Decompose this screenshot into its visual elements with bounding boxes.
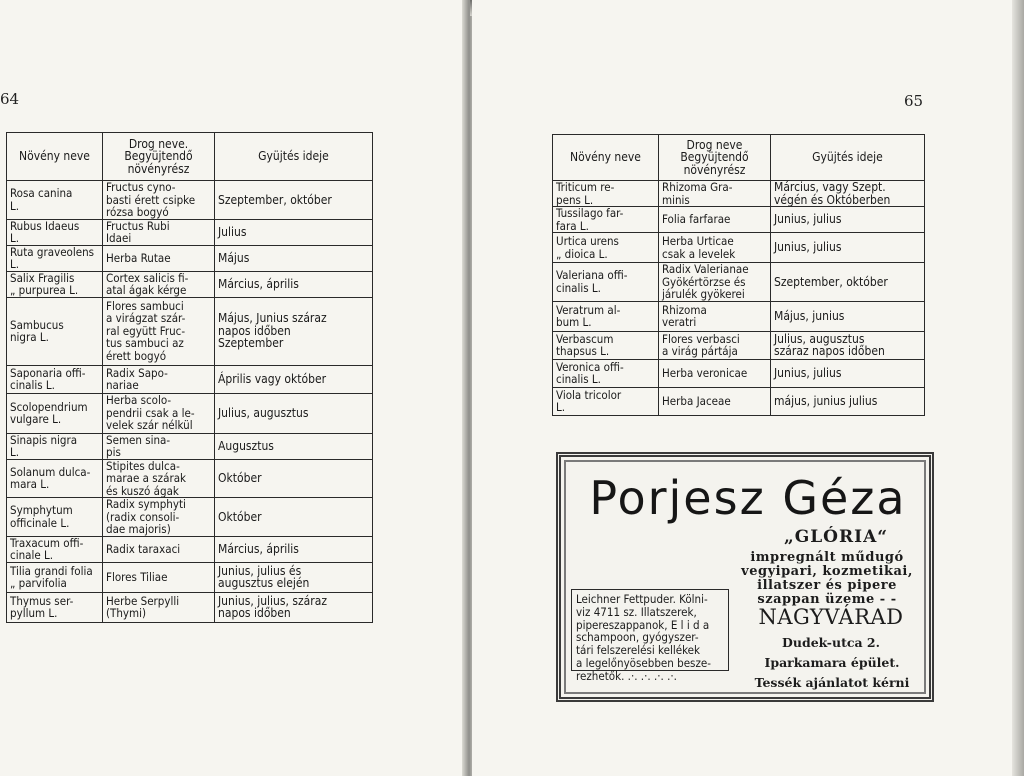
cell-drug-name: Folia farfarae (659, 207, 771, 233)
table-row (7, 433, 373, 459)
ad-company-name: Porjesz Géza (589, 471, 907, 525)
table-row (553, 181, 925, 207)
cell-collection-time: Szeptember, október (771, 263, 925, 302)
cell-plant-name: Sinapis nigra L. (7, 433, 103, 459)
table-row (7, 297, 373, 365)
table-row (7, 393, 373, 433)
cell-collection-time: Junius, julius és augusztus elején (215, 562, 373, 592)
cell-plant-name: Valeriana offi- cinalis L. (553, 263, 659, 302)
cell-drug-name: Radix Valerianae Gyökértörzse és járulék gyökerei (659, 263, 771, 302)
cell-collection-time: Április vagy október (215, 365, 373, 393)
table-row (553, 331, 925, 359)
table-row (7, 245, 373, 271)
cell-drug-name: Herba veronicae (659, 359, 771, 387)
header-drug-name: Drog neve. Begyüjtendő növényrész (103, 133, 215, 181)
table-row (7, 459, 373, 498)
cell-drug-name: Rhizoma Gra- minis (659, 181, 771, 207)
header-drug-name: Drog neve Begyüjtendő növényrész (659, 135, 771, 181)
cell-drug-name: Semen sina- pis (103, 433, 215, 459)
cell-drug-name: Fructus Rubi Idaei (103, 219, 215, 245)
page-number-left: 64 (0, 90, 20, 108)
cell-plant-name: Sambucus nigra L. (7, 297, 103, 365)
table-row (7, 498, 373, 537)
cell-plant-name: Tussilago far- fara L. (553, 207, 659, 233)
cell-drug-name: Herba Urticae csak a levelek (659, 233, 771, 263)
ad-chamber: Iparkamara épület. (764, 655, 900, 670)
cell-drug-name: Flores sambuci a virágzat szár- ral együtt Fruc- tus sambuci az érett bogyó (103, 297, 215, 365)
right-page (472, 0, 1024, 776)
cell-collection-time: Julius, augusztus (215, 393, 373, 433)
cell-collection-time: Március, április (215, 536, 373, 562)
cell-plant-name: Saponaria offi- cinalis L. (7, 365, 103, 393)
table-header-row (553, 135, 925, 181)
cell-collection-time: Március, április (215, 271, 373, 297)
ad-call-to-action: Tessék ajánlatot kérni (754, 675, 910, 690)
cell-drug-name: Herba Rutae (103, 245, 215, 271)
table-header-row (7, 133, 373, 181)
page-edge (1012, 0, 1024, 776)
cell-drug-name: Radix Sapo- nariae (103, 365, 215, 393)
cell-plant-name: Symphytum officinale L. (7, 498, 103, 537)
cell-plant-name: Traxacum offi- cinale L. (7, 536, 103, 562)
cell-collection-time: Szeptember, október (215, 181, 373, 220)
cell-drug-name: Herba Jaceae (659, 387, 771, 415)
cell-drug-name: Stipites dulca- marae a szárak és kuszó ágak (103, 459, 215, 498)
cell-collection-time: Október (215, 459, 373, 498)
cell-plant-name: Urtica urens „ dioica L. (553, 233, 659, 263)
cell-collection-time: május, junius julius (771, 387, 925, 415)
herb-table-right (552, 134, 925, 416)
herb-table-left (6, 132, 373, 623)
cell-drug-name: Herbe Serpylli (Thymi) (103, 592, 215, 622)
page-number-right: 65 (904, 92, 924, 110)
cell-collection-time: Junius, julius (771, 207, 925, 233)
cell-drug-name: Flores Tiliae (103, 562, 215, 592)
cell-drug-name: Fructus cyno- basti érett csipke rózsa bogyó (103, 181, 215, 220)
cell-plant-name: Solanum dulca- mara L. (7, 459, 103, 498)
cell-plant-name: Rosa canina L. (7, 181, 103, 220)
advertisement (556, 452, 934, 702)
cell-collection-time: Junius, julius (771, 359, 925, 387)
cell-drug-name: Cortex salicis fi- atal ágak kérge (103, 271, 215, 297)
cell-plant-name: Veratrum al- bum L. (553, 301, 659, 331)
table-row (7, 181, 373, 220)
left-page (0, 0, 470, 776)
table-row (553, 387, 925, 415)
ad-products-box: Leichner Fettpuder. Kölni- viz 4711 sz. Illatszerek, pipereszappanok, E l i d a schampoon, gyógyszer- tári felszerelési kellékek a legelőnyösebben besze- rezhetők. .·. .·. .·. .·. (571, 589, 729, 671)
cell-plant-name: Verbascum thapsus L. (553, 331, 659, 359)
table-row (553, 359, 925, 387)
cell-collection-time: Május (215, 245, 373, 271)
cell-collection-time: Október (215, 498, 373, 537)
table-row (7, 592, 373, 622)
cell-collection-time: Junius, julius, száraz napos időben (215, 592, 373, 622)
header-collection-time: Gyüjtés ideje (215, 133, 373, 181)
cell-plant-name: Triticum re- pens L. (553, 181, 659, 207)
cell-plant-name: Scolopendrium vulgare L. (7, 393, 103, 433)
cell-drug-name: Rhizoma veratri (659, 301, 771, 331)
table-row (7, 536, 373, 562)
cell-collection-time: Julius (215, 219, 373, 245)
cell-plant-name: Ruta graveolens L. (7, 245, 103, 271)
header-plant-name: Növény neve (7, 133, 103, 181)
ad-street: Dudek-utca 2. (782, 635, 880, 650)
cell-collection-time: Junius, julius (771, 233, 925, 263)
cell-collection-time: Március, vagy Szept. végén és Októberben (771, 181, 925, 207)
ad-city: NAGYVÁRAD (758, 605, 904, 629)
cell-drug-name: Radix symphyti (radix consoli- dae majoris) (103, 498, 215, 537)
cell-plant-name: Viola tricolor L. (553, 387, 659, 415)
table-row (553, 263, 925, 302)
cell-plant-name: Salix Fragilis „ purpurea L. (7, 271, 103, 297)
table-row (553, 233, 925, 263)
cell-drug-name: Flores verbasci a virág pártája (659, 331, 771, 359)
cell-drug-name: Radix taraxaci (103, 536, 215, 562)
cell-collection-time: Május, junius (771, 301, 925, 331)
cell-plant-name: Veronica offi- cinalis L. (553, 359, 659, 387)
cell-plant-name: Tilia grandi folia „ parvifolia (7, 562, 103, 592)
cell-collection-time: Augusztus (215, 433, 373, 459)
table-row (553, 301, 925, 331)
table-row (7, 365, 373, 393)
ad-description: impregnált műdugó vegyipari, kozmetikai, illatszer és pipere szappan üzeme - - (741, 550, 913, 607)
header-plant-name: Növény neve (553, 135, 659, 181)
cell-collection-time: Julius, augusztus száraz napos időben (771, 331, 925, 359)
cell-collection-time: Május, Junius száraz napos időben Szeptember (215, 297, 373, 365)
cell-plant-name: Thymus ser- pyllum L. (7, 592, 103, 622)
cell-drug-name: Herba scolo- pendrii csak a le- velek szár nélkül (103, 393, 215, 433)
ad-brand: „GLÓRIA“ (783, 527, 889, 547)
table-row (553, 207, 925, 233)
table-row (7, 219, 373, 245)
header-collection-time: Gyüjtés ideje (771, 135, 925, 181)
table-row (7, 271, 373, 297)
table-row (7, 562, 373, 592)
cell-plant-name: Rubus Idaeus L. (7, 219, 103, 245)
